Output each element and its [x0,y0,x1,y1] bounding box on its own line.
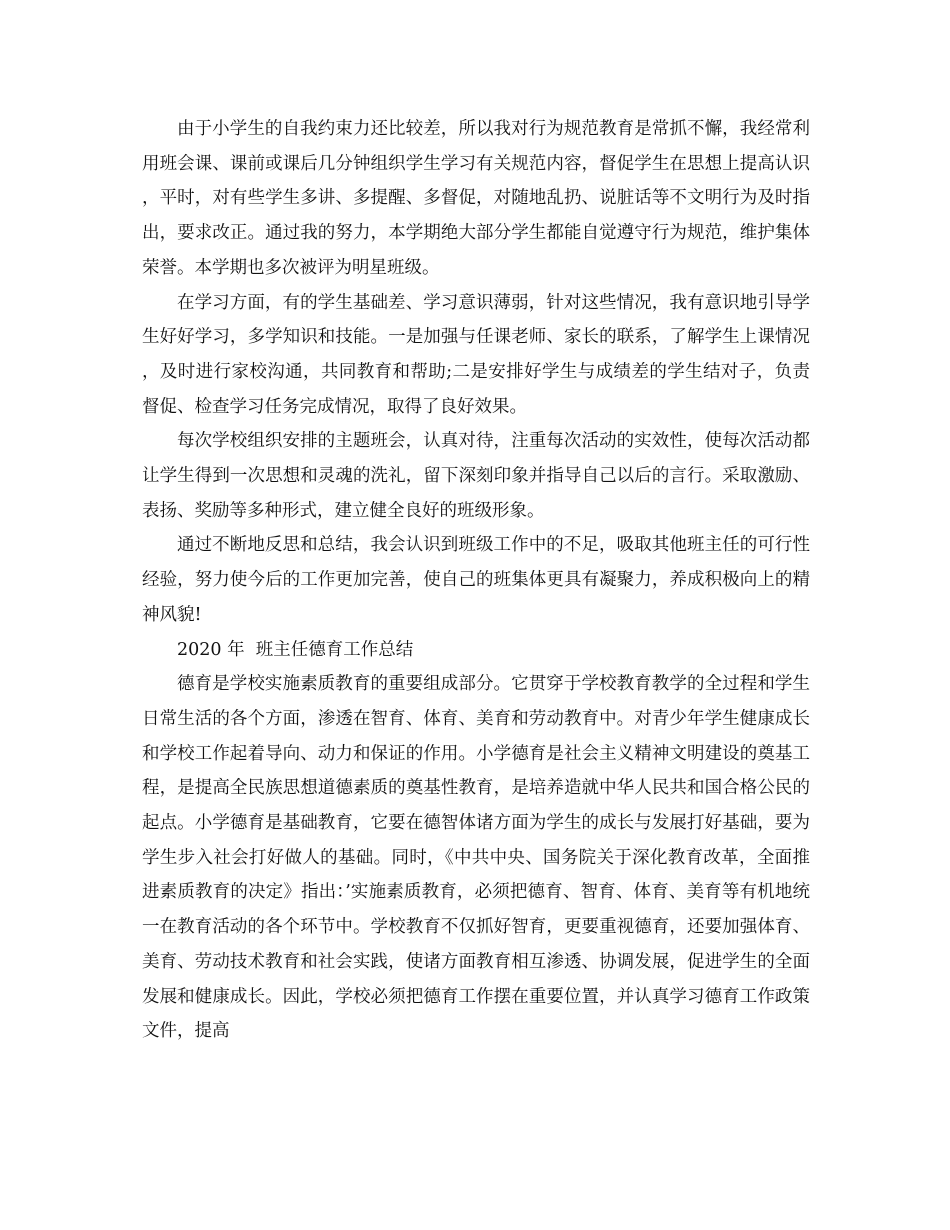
section-title: 2020 年 班主任德育工作总结 [177,639,414,660]
paragraph-study: 在学习方面，有的学生基础差、学习意识薄弱，针对这些情况，我有意识地引导学生好好学习，多学知识和技能。一是加强与任课老师、家长的联系，了解学生上课情况，及时进行家校沟通，共同教育和帮助;二是安排好学生与成绩差的学生结对子，负责督促、检查学习任务完成情况，取得了良好效果。 [142,292,810,417]
document-body [142,112,810,1049]
paragraph-moral-education: 德育是学校实施素质教育的重要组成部分。它贯穿于学校教育教学的全过程和学生日常生活的各个方面，渗透在智育、体育、美育和劳动教育中。对青少年学生健康成长和学校工作起着导向、动力和保证的作用。小学德育是社会主义精神文明建设的奠基工程，是提高全民族思想道德素质的奠基性教育，是培养造就中华人民共和国合格公民的起点。小学德育是基础教育，它要在德智体诸方面为学生的成长与发展打好基础，要为学生步入社会打好做人的基础。同时，《中共中央、国务院关于深化教育改革，全面推进素质教育的决定》指出：’实施素质教育，必须把德育、智育、体育、美育等有机地统一在教育活动的各个环节中。学校教育不仅抓好智育，更要重视德育，还要加强体育、美育、劳动技术教育和社会实践，使诸方面教育相互渗透、协调发展，促进学生的全面发展和健康成长。因此，学校必须把德育工作摆在重要位置，并认真学习德育工作政策文件，提高 [142,674,810,1042]
paragraph-reflection: 通过不断地反思和总结，我会认识到班级工作中的不足，吸取其他班主任的可行性经验，努力使今后的工作更加完善，使自己的班集体更具有凝聚力，养成积极向上的精神风貌! [142,535,810,625]
paragraph-class-meeting: 每次学校组织安排的主题班会，认真对待，注重每次活动的实效性，使每次活动都让学生得到一次思想和灵魂的洗礼，留下深刻印象并指导自己以后的言行。采取激励、表扬、奖励等多种形式，建立健全良好的班级形象。 [142,431,810,521]
paragraph-behavior-norms: 由于小学生的自我约束力还比较差，所以我对行为规范教育是常抓不懈，我经常利用班会课、课前或课后几分钟组织学生学习有关规范内容，督促学生在思想上提高认识，平时，对有些学生多讲、多提醒、多督促，对随地乱扔、说脏话等不文明行为及时指出，要求改正。通过我的努力，本学期绝大部分学生都能自觉遵守行为规范，维护集体荣誉。本学期也多次被评为明星班级。 [142,119,810,278]
